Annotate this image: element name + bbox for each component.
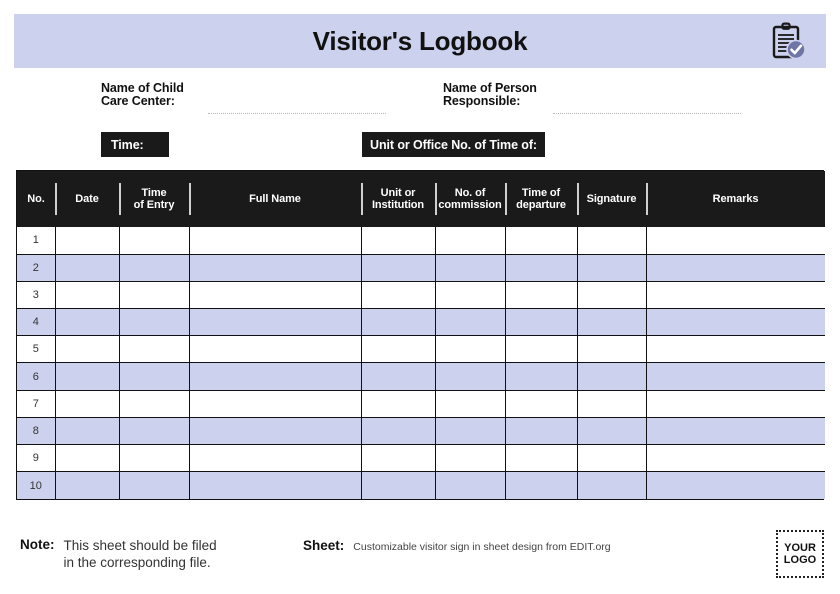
logo-placeholder[interactable]: [776, 530, 824, 578]
table-row[interactable]: [17, 390, 825, 417]
table-cell-date[interactable]: [55, 445, 119, 472]
table-cell-departure[interactable]: [505, 254, 577, 281]
table-cell-unit[interactable]: [361, 336, 435, 363]
note-key: Note:: [20, 537, 55, 552]
row-number-cell: 4: [17, 309, 55, 336]
table-cell-commission[interactable]: [435, 390, 505, 417]
table-cell-unit[interactable]: [361, 281, 435, 308]
table-cell-date[interactable]: [55, 254, 119, 281]
sheet-value: Customizable visitor sign in sheet design from EDIT.org: [353, 541, 611, 553]
table-row[interactable]: [17, 281, 825, 308]
table-cell-date[interactable]: [55, 336, 119, 363]
child-care-center-label-line2: Care Center:: [101, 94, 175, 108]
child-care-center-input[interactable]: [208, 113, 386, 114]
col-header-unit-or-institution: Unit or Institution: [361, 171, 435, 227]
person-responsible-label: [443, 82, 537, 108]
table-cell-departure[interactable]: [505, 227, 577, 254]
table-cell-signature[interactable]: [577, 254, 646, 281]
table-row[interactable]: [17, 336, 825, 363]
col-header-signature: Signature: [577, 171, 646, 227]
header-banner: [14, 14, 826, 68]
table-cell-commission[interactable]: [435, 227, 505, 254]
table-cell-remarks[interactable]: [646, 472, 825, 499]
table-cell-full_name[interactable]: [189, 417, 361, 444]
table-header-row: [17, 171, 825, 227]
table-cell-full_name[interactable]: [189, 472, 361, 499]
table-cell-unit[interactable]: [361, 227, 435, 254]
table-cell-signature[interactable]: [577, 445, 646, 472]
row-number-cell: 9: [17, 445, 55, 472]
table-cell-commission[interactable]: [435, 254, 505, 281]
note-line2: in the corresponding file.: [63, 555, 211, 570]
table-cell-unit[interactable]: [361, 445, 435, 472]
table-cell-remarks[interactable]: [646, 254, 825, 281]
table-cell-time_of_entry[interactable]: [119, 363, 189, 390]
row-number-cell: 8: [17, 417, 55, 444]
table-cell-departure[interactable]: [505, 363, 577, 390]
table-cell-remarks[interactable]: [646, 309, 825, 336]
table-cell-remarks[interactable]: [646, 363, 825, 390]
footer-note: [20, 537, 217, 571]
table-cell-date[interactable]: [55, 390, 119, 417]
sheet-key: Sheet:: [303, 538, 345, 553]
table-cell-commission[interactable]: [435, 417, 505, 444]
table-cell-date[interactable]: [55, 472, 119, 499]
col-header-remarks: Remarks: [646, 171, 825, 227]
row-number-cell: 5: [17, 336, 55, 363]
unit-office-label-box: Unit or Office No. of Time of:: [362, 132, 545, 157]
col-header-date: Date: [55, 171, 119, 227]
table-row[interactable]: [17, 445, 825, 472]
col-header-no: No.: [17, 171, 55, 227]
table-cell-full_name[interactable]: [189, 445, 361, 472]
table-cell-departure[interactable]: [505, 472, 577, 499]
table-row[interactable]: [17, 417, 825, 444]
table-cell-date[interactable]: [55, 227, 119, 254]
table-row[interactable]: [17, 363, 825, 390]
table-cell-unit[interactable]: [361, 363, 435, 390]
table-row[interactable]: [17, 227, 825, 254]
table-cell-time_of_entry[interactable]: [119, 281, 189, 308]
table-cell-full_name[interactable]: [189, 309, 361, 336]
table-cell-time_of_entry[interactable]: [119, 227, 189, 254]
table-cell-time_of_entry[interactable]: [119, 336, 189, 363]
table-cell-time_of_entry[interactable]: [119, 445, 189, 472]
row-number-cell: 2: [17, 254, 55, 281]
table-cell-commission[interactable]: [435, 472, 505, 499]
table-cell-signature[interactable]: [577, 417, 646, 444]
table-cell-time_of_entry[interactable]: [119, 472, 189, 499]
table-cell-signature[interactable]: [577, 472, 646, 499]
person-responsible-label-line2: Responsible:: [443, 94, 521, 108]
row-number-cell: 1: [17, 227, 55, 254]
child-care-center-label-line1: Name of Child: [101, 81, 184, 95]
col-header-no-of-commission: No. of commission: [435, 171, 505, 227]
person-responsible-input[interactable]: [553, 113, 741, 114]
table-cell-departure[interactable]: [505, 417, 577, 444]
table-cell-full_name[interactable]: [189, 254, 361, 281]
table-cell-departure[interactable]: [505, 281, 577, 308]
table-cell-commission[interactable]: [435, 336, 505, 363]
table-cell-commission[interactable]: [435, 309, 505, 336]
table-row[interactable]: [17, 309, 825, 336]
note-line1: This sheet should be filed: [63, 538, 217, 553]
table-row[interactable]: [17, 472, 825, 499]
table-cell-time_of_entry[interactable]: [119, 309, 189, 336]
clipboard-check-icon: [770, 22, 806, 60]
table-cell-date[interactable]: [55, 363, 119, 390]
child-care-center-label: [101, 82, 184, 108]
table-cell-time_of_entry[interactable]: [119, 390, 189, 417]
table-cell-remarks[interactable]: [646, 281, 825, 308]
time-label-box: Time:: [101, 132, 169, 157]
row-number-cell: 7: [17, 390, 55, 417]
table-cell-signature[interactable]: [577, 227, 646, 254]
table-cell-departure[interactable]: [505, 336, 577, 363]
table-cell-time_of_entry[interactable]: [119, 417, 189, 444]
table-cell-signature[interactable]: [577, 309, 646, 336]
logo-line2: LOGO: [783, 554, 817, 566]
col-header-full-name: Full Name: [189, 171, 361, 227]
note-value: [64, 537, 217, 571]
table-cell-commission[interactable]: [435, 445, 505, 472]
logo-line1: YOUR: [784, 542, 816, 554]
table-cell-date[interactable]: [55, 309, 119, 336]
logbook-table-body: [17, 227, 825, 499]
table-cell-signature[interactable]: [577, 336, 646, 363]
table-cell-departure[interactable]: [505, 309, 577, 336]
logbook-table-wrapper: [16, 170, 824, 500]
table-cell-commission[interactable]: [435, 281, 505, 308]
table-cell-departure[interactable]: [505, 390, 577, 417]
row-number-cell: 3: [17, 281, 55, 308]
table-cell-full_name[interactable]: [189, 281, 361, 308]
table-cell-signature[interactable]: [577, 363, 646, 390]
row-number-cell: 6: [17, 363, 55, 390]
col-header-time-of-entry: Time of Entry: [119, 171, 189, 227]
table-cell-full_name[interactable]: [189, 336, 361, 363]
table-cell-commission[interactable]: [435, 363, 505, 390]
page-title: Visitor's Logbook: [312, 25, 528, 56]
table-cell-remarks[interactable]: [646, 227, 825, 254]
table-cell-full_name[interactable]: [189, 390, 361, 417]
table-cell-date[interactable]: [55, 281, 119, 308]
table-cell-unit[interactable]: [361, 254, 435, 281]
col-header-time-of-departure: Time of departure: [505, 171, 577, 227]
logbook-table: [17, 171, 825, 499]
table-cell-full_name[interactable]: [189, 227, 361, 254]
table-cell-unit[interactable]: [361, 390, 435, 417]
table-cell-unit[interactable]: [361, 417, 435, 444]
table-cell-full_name[interactable]: [189, 363, 361, 390]
table-cell-unit[interactable]: [361, 309, 435, 336]
person-responsible-label-line1: Name of Person: [443, 81, 537, 95]
table-cell-unit[interactable]: [361, 472, 435, 499]
footer-sheet: [303, 538, 611, 553]
table-cell-remarks[interactable]: [646, 417, 825, 444]
table-cell-signature[interactable]: [577, 390, 646, 417]
table-row[interactable]: [17, 254, 825, 281]
table-cell-remarks[interactable]: [646, 336, 825, 363]
table-cell-departure[interactable]: [505, 445, 577, 472]
table-cell-remarks[interactable]: [646, 390, 825, 417]
table-cell-time_of_entry[interactable]: [119, 254, 189, 281]
table-cell-remarks[interactable]: [646, 445, 825, 472]
row-number-cell: 10: [17, 472, 55, 499]
table-cell-date[interactable]: [55, 417, 119, 444]
table-cell-signature[interactable]: [577, 281, 646, 308]
